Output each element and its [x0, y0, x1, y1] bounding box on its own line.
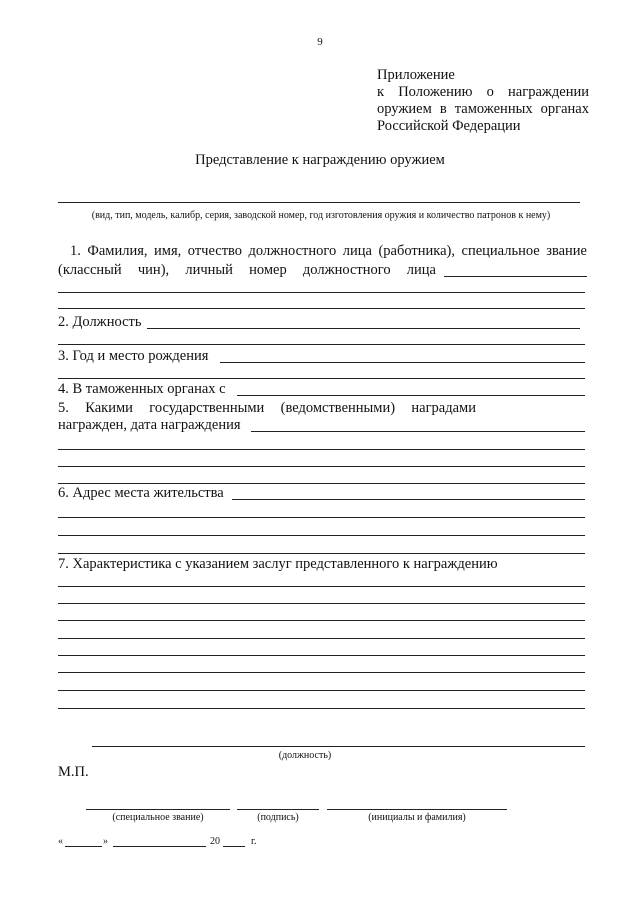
sign-line[interactable]	[237, 809, 319, 810]
date-day-line[interactable]	[65, 846, 102, 847]
item-7-line-8[interactable]	[58, 708, 585, 709]
name-line[interactable]	[327, 809, 507, 810]
page-number: 9	[317, 36, 323, 48]
rank-caption: (специальное звание)	[112, 812, 204, 823]
item-5-extra-line-1[interactable]	[58, 449, 585, 450]
date-open-quote: «	[58, 836, 63, 847]
item-5-line-2: награжден, дата награждения	[58, 417, 241, 433]
date-year-line[interactable]	[223, 846, 245, 847]
date-year-suffix: г.	[251, 836, 257, 847]
name-caption: (инициалы и фамилия)	[368, 812, 466, 823]
weapon-description-line[interactable]	[58, 202, 580, 203]
item-3-label: 3. Год и место рождения	[58, 348, 209, 364]
item-7-line-1[interactable]	[58, 586, 585, 587]
appendix-line-3: оружием в таможенных органах	[377, 101, 589, 117]
item-1-input-line[interactable]	[444, 276, 587, 277]
rank-line[interactable]	[86, 809, 230, 810]
item-1-extra-line-2[interactable]	[58, 308, 585, 309]
stamp-label: М.П.	[58, 764, 89, 780]
item-6-label: 6. Адрес места жительства	[58, 485, 224, 501]
weapon-description-caption: (вид, тип, модель, калибр, серия, заводской номер, год изготовления оружия и количество патронов к нему)	[91, 210, 551, 221]
item-3-input-line[interactable]	[220, 362, 585, 363]
sign-caption: (подпись)	[257, 812, 299, 823]
item-2-label: 2. Должность	[58, 314, 142, 330]
item-1-line-2: (классный чин), личный номер должностного лица	[58, 262, 436, 278]
position-line[interactable]	[92, 746, 585, 747]
date-month-line[interactable]	[113, 846, 206, 847]
item-6-extra-line-1[interactable]	[58, 517, 585, 518]
item-3-extra-line[interactable]	[58, 378, 585, 379]
item-5-extra-line-2[interactable]	[58, 466, 585, 467]
item-5-extra-line-3[interactable]	[58, 483, 585, 484]
item-4-input-line[interactable]	[237, 395, 585, 396]
appendix-line-1: Приложение	[377, 67, 455, 83]
item-1-line-1: 1. Фамилия, имя, отчество должностного лица (работника), специальное звание	[70, 243, 587, 259]
item-7-line-3[interactable]	[58, 620, 585, 621]
item-6-extra-line-3[interactable]	[58, 553, 585, 554]
item-1-extra-line-1[interactable]	[58, 292, 585, 293]
item-6-extra-line-2[interactable]	[58, 535, 585, 536]
item-5-line-1: 5. Какими государственными (ведомственными) наградами	[58, 400, 476, 416]
item-7-line-6[interactable]	[58, 672, 585, 673]
date-close-quote: »	[103, 836, 108, 847]
item-4-label: 4. В таможенных органах с	[58, 381, 226, 397]
item-7-label: 7. Характеристика с указанием заслуг представленного к награждению	[58, 556, 498, 572]
item-6-input-line[interactable]	[232, 499, 585, 500]
appendix-line-2: к Положению о награждении	[377, 84, 589, 100]
item-5-input-line[interactable]	[251, 431, 585, 432]
item-7-line-5[interactable]	[58, 655, 585, 656]
date-year-prefix: 20	[210, 836, 220, 847]
item-2-extra-line[interactable]	[58, 344, 585, 345]
position-caption: (должность)	[278, 750, 332, 761]
appendix-line-4: Российской Федерации	[377, 118, 521, 134]
item-7-line-4[interactable]	[58, 638, 585, 639]
appendix-header	[377, 67, 589, 135]
item-2-input-line[interactable]	[147, 328, 580, 329]
item-7-line-7[interactable]	[58, 690, 585, 691]
item-7-line-2[interactable]	[58, 603, 585, 604]
document-title: Представление к награждению оружием	[195, 152, 445, 168]
